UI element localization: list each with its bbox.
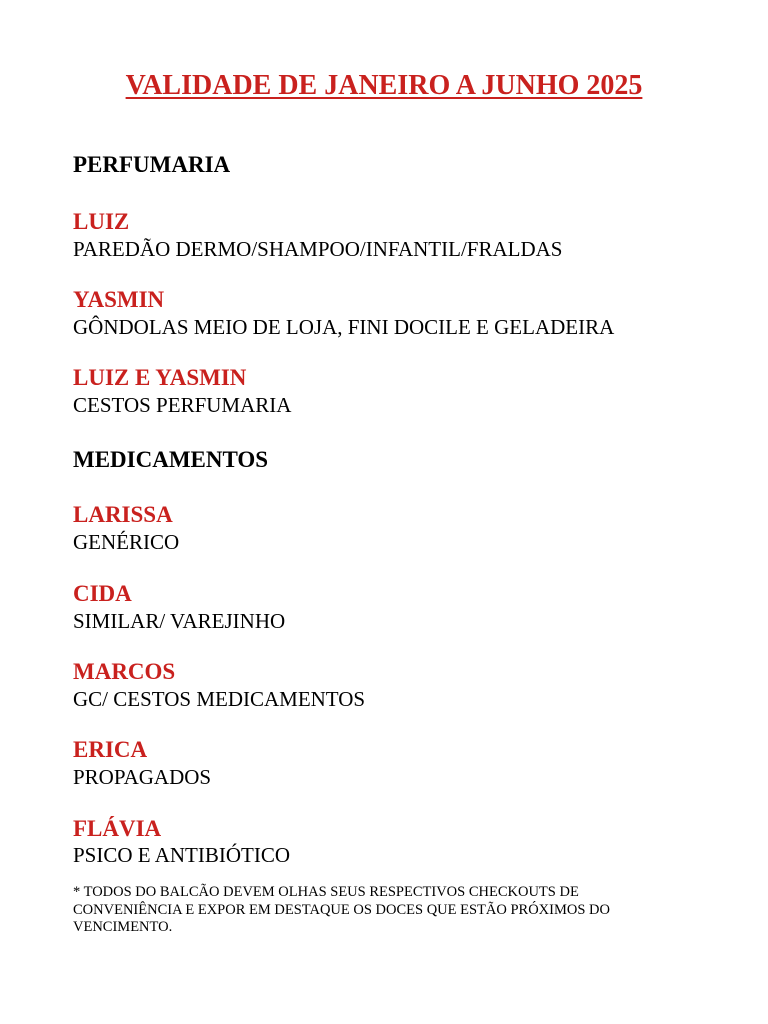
- assignment-flavia: PSICO E ANTIBIÓTICO: [73, 843, 291, 867]
- assignment-marcos: GC/ CESTOS MEDICAMENTOS: [73, 687, 366, 711]
- person-name-larissa: LARISSA: [73, 502, 173, 527]
- assignment-luiz-e-yasmin: CESTOS PERFUMARIA: [73, 393, 292, 417]
- person-name-flavia: FLÁVIA: [73, 816, 162, 841]
- assignment-larissa: GENÉRICO: [73, 530, 180, 554]
- person-name-marcos: MARCOS: [73, 659, 176, 684]
- person-name-cida: CIDA: [73, 581, 132, 606]
- assignment-yasmin: GÔNDOLAS MEIO DE LOJA, FINI DOCILE E GELADEIRA: [73, 315, 615, 339]
- person-name-erica: ERICA: [73, 737, 148, 762]
- footnote: * TODOS DO BALCÃO DEVEM OLHAS SEUS RESPECTIVOS CHECKOUTS DE CONVENIÊNCIA E EXPOR EM DESTAQUE OS DOCES QUE ESTÃO PRÓXIMOS DO VENCIMENTO.: [73, 884, 610, 935]
- person-name-yasmin: YASMIN: [73, 287, 165, 312]
- section-heading-perfumaria: PERFUMARIA: [73, 152, 231, 177]
- page-title: VALIDADE DE JANEIRO A JUNHO 2025: [125, 70, 643, 101]
- assignment-luiz: PAREDÃO DERMO/SHAMPOO/INFANTIL/FRALDAS: [73, 237, 563, 261]
- assignment-cida: SIMILAR/ VAREJINHO: [73, 609, 286, 633]
- section-heading-medicamentos: MEDICAMENTOS: [73, 447, 269, 472]
- assignment-erica: PROPAGADOS: [73, 765, 212, 789]
- person-name-luiz: LUIZ: [73, 209, 130, 234]
- person-name-luiz-e-yasmin: LUIZ E YASMIN: [73, 365, 247, 390]
